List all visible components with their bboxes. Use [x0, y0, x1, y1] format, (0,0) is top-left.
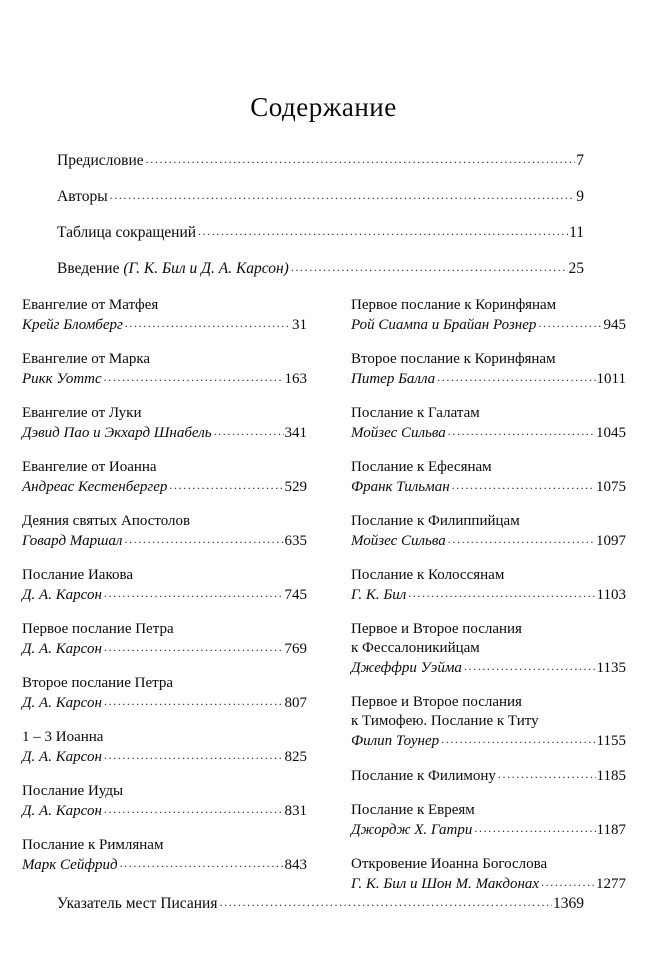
toc-entry-title: Послание к Ефесянам [351, 459, 492, 475]
toc-entry-page-number: 1369 [553, 895, 584, 912]
toc-entry-page-number: 843 [284, 857, 307, 873]
dot-leader [219, 895, 552, 910]
toc-entry[interactable] [22, 566, 307, 605]
toc-entry-author: Джордж Х. Гатри [351, 822, 473, 838]
toc-entry-page-number: 1155 [596, 733, 626, 749]
toc-entry[interactable] [351, 458, 626, 497]
toc-entry-title: Послание к Евреям [351, 802, 475, 818]
toc-entry[interactable] [22, 296, 307, 335]
toc-entry-author: Марк Сейфрид [22, 857, 118, 873]
toc-entry[interactable] [22, 350, 307, 389]
toc-entry[interactable] [351, 766, 626, 786]
toc-entry[interactable] [351, 296, 626, 335]
toc-entry-page-number: 529 [284, 479, 307, 495]
dot-leader [464, 656, 596, 676]
dot-leader [214, 421, 284, 441]
toc-entry-author: Мойзес Сильва [351, 533, 446, 549]
toc-entry-page-number: 1075 [596, 479, 626, 495]
toc-entry[interactable] [351, 801, 626, 840]
toc-entry-page-number: 25 [568, 260, 584, 277]
toc-entry-page-number: 1103 [596, 587, 626, 603]
toc-entry-author: Д. А. Карсон [22, 803, 102, 819]
toc-entry-page-number: 9 [576, 188, 584, 205]
frontmatter-list [57, 152, 584, 296]
dot-leader [448, 529, 595, 549]
toc-entry[interactable] [22, 728, 307, 767]
dot-leader [291, 260, 568, 275]
dot-leader [538, 313, 602, 333]
toc-entry-page-number: 1097 [596, 533, 626, 549]
toc-entry[interactable] [57, 224, 584, 260]
toc-entry-title: Евангелие от Иоанна [22, 459, 157, 475]
toc-entry-title-continued: к Тимофею. Послание к Титу [351, 713, 539, 729]
footer-list [57, 895, 584, 931]
dot-leader [498, 764, 596, 784]
contents-column-right [351, 296, 626, 909]
toc-entry[interactable] [351, 693, 626, 751]
toc-entry-title: Евангелие от Матфея [22, 297, 159, 313]
toc-entry[interactable] [57, 152, 584, 188]
toc-entry-label: Предисловие [57, 152, 144, 169]
toc-entry-page-number: 825 [284, 749, 307, 765]
toc-entry-page-number: 807 [284, 695, 307, 711]
toc-entry-title: Послание Иакова [22, 567, 134, 583]
toc-entry-title: Послание Иуды [22, 783, 124, 799]
dot-leader [441, 729, 595, 749]
dot-leader [104, 745, 284, 765]
toc-entry-author: Питер Балла [351, 371, 436, 387]
toc-entry-page-number: 1011 [596, 371, 626, 387]
dot-leader [104, 583, 284, 603]
toc-entry-author: Франк Тильман [351, 479, 450, 495]
dot-leader [437, 367, 595, 387]
dot-leader [110, 188, 576, 203]
toc-entry-author: Говард Маршал [22, 533, 123, 549]
toc-entry-author: Д. А. Карсон [22, 695, 102, 711]
toc-entry[interactable] [351, 855, 626, 894]
toc-entry-author: Джеффри Уэйма [351, 660, 462, 676]
dot-leader [448, 421, 595, 441]
toc-entry-title: 1 – 3 Иоанна [22, 729, 104, 745]
toc-entry-title: Первое послание Петра [22, 621, 174, 637]
toc-entry-title: Первое послание к Коринфянам [351, 297, 557, 313]
toc-entry[interactable] [351, 512, 626, 551]
toc-entry-author: Крейг Бломберг [22, 317, 123, 333]
toc-entry-author: (Г. К. Бил и Д. А. Карсон) [123, 260, 289, 277]
toc-entry-author: Г. К. Бил [351, 587, 407, 603]
dot-leader [104, 799, 284, 819]
toc-entry[interactable] [57, 895, 584, 931]
toc-entry-label: Указатель мест Писания [57, 895, 218, 912]
toc-entry-title: Первое и Второе послания [351, 621, 522, 637]
toc-entry-title: Второе послание к Коринфянам [351, 351, 556, 367]
toc-entry-label: Авторы [57, 188, 108, 205]
toc-entry-label: Введение (Г. К. Бил и Д. А. Карсон) [57, 260, 289, 277]
toc-entry-title: Евангелие от Марка [22, 351, 151, 367]
dot-leader [474, 818, 595, 838]
toc-entry-author: Рой Сиампа и Брайан Рознер [351, 317, 537, 333]
toc-entry-page-number: 1185 [596, 768, 626, 784]
toc-entry-page-number: 1187 [596, 822, 626, 838]
toc-entry-page-number: 769 [284, 641, 307, 657]
toc-entry-title: Послание к Колоссянам [351, 567, 505, 583]
toc-entry[interactable] [22, 620, 307, 659]
dot-leader [124, 529, 283, 549]
toc-entry-page-number: 163 [284, 371, 307, 387]
toc-entry-title: Евангелие от Луки [22, 405, 142, 421]
toc-entry[interactable] [351, 566, 626, 605]
toc-entry[interactable] [22, 836, 307, 875]
toc-entry-title: Послание к Римлянам [22, 837, 164, 853]
toc-entry[interactable] [351, 404, 626, 443]
toc-entry-page-number: 31 [292, 317, 307, 333]
dot-leader [408, 583, 595, 603]
dot-leader [104, 367, 284, 387]
toc-entry-page-number: 341 [284, 425, 307, 441]
toc-entry-page-number: 1277 [596, 876, 626, 892]
toc-entry[interactable] [22, 512, 307, 551]
toc-entry-page-number: 11 [569, 224, 584, 241]
toc-entry[interactable] [22, 782, 307, 821]
toc-entry-page-number: 831 [284, 803, 307, 819]
toc-entry-author: Филип Тоунер [351, 733, 440, 749]
toc-entry-title: Откровение Иоанна Богослова [351, 856, 548, 872]
dot-leader [169, 475, 283, 495]
toc-entry-title: Деяния святых Апостолов [22, 513, 191, 529]
toc-entry-title: Послание к Галатам [351, 405, 480, 421]
toc-entry-page-number: 1135 [596, 660, 626, 676]
dot-leader [541, 872, 595, 892]
toc-entry[interactable] [351, 350, 626, 389]
toc-entry-author: Рикк Уоттс [22, 371, 102, 387]
dot-leader [125, 313, 291, 333]
toc-entry-title-continued: к Фессалоникийцам [351, 640, 480, 656]
dot-leader [452, 475, 595, 495]
contents-columns [0, 296, 647, 892]
toc-entry-page-number: 945 [603, 317, 626, 333]
toc-entry[interactable] [351, 620, 626, 678]
toc-entry[interactable] [22, 404, 307, 443]
toc-entry-author: Мойзес Сильва [351, 425, 446, 441]
toc-entry-title: Второе послание Петра [22, 675, 174, 691]
dot-leader [146, 152, 576, 167]
toc-entry-title: Первое и Второе послания [351, 694, 522, 710]
toc-entry-author: Д. А. Карсон [22, 749, 102, 765]
toc-entry-title: Послание к Филимону [351, 768, 496, 784]
toc-entry-author: Г. К. Бил и Шон М. Макдонах [351, 876, 540, 892]
toc-entry-author: Д. А. Карсон [22, 587, 102, 603]
toc-entry-author: Д. А. Карсон [22, 641, 102, 657]
page-title: Содержание [250, 92, 397, 122]
toc-entry-title: Послание к Филиппийцам [351, 513, 520, 529]
dot-leader [120, 853, 284, 873]
toc-entry[interactable] [57, 260, 584, 296]
toc-entry[interactable] [57, 188, 584, 224]
contents-column-left [22, 296, 307, 890]
toc-entry-page-number: 745 [284, 587, 307, 603]
toc-entry-author: Дэвид Пао и Экхард Шнабель [22, 425, 212, 441]
toc-entry-page-number: 1045 [596, 425, 626, 441]
dot-leader [104, 637, 284, 657]
toc-entry[interactable] [22, 674, 307, 713]
toc-entry-page-number: 7 [576, 152, 584, 169]
toc-entry[interactable] [22, 458, 307, 497]
toc-entry-label: Таблица сокращений [57, 224, 197, 241]
dot-leader [104, 691, 284, 711]
toc-entry-author: Андреас Кестенбергер [22, 479, 168, 495]
dot-leader [198, 224, 568, 239]
toc-entry-page-number: 635 [284, 533, 307, 549]
